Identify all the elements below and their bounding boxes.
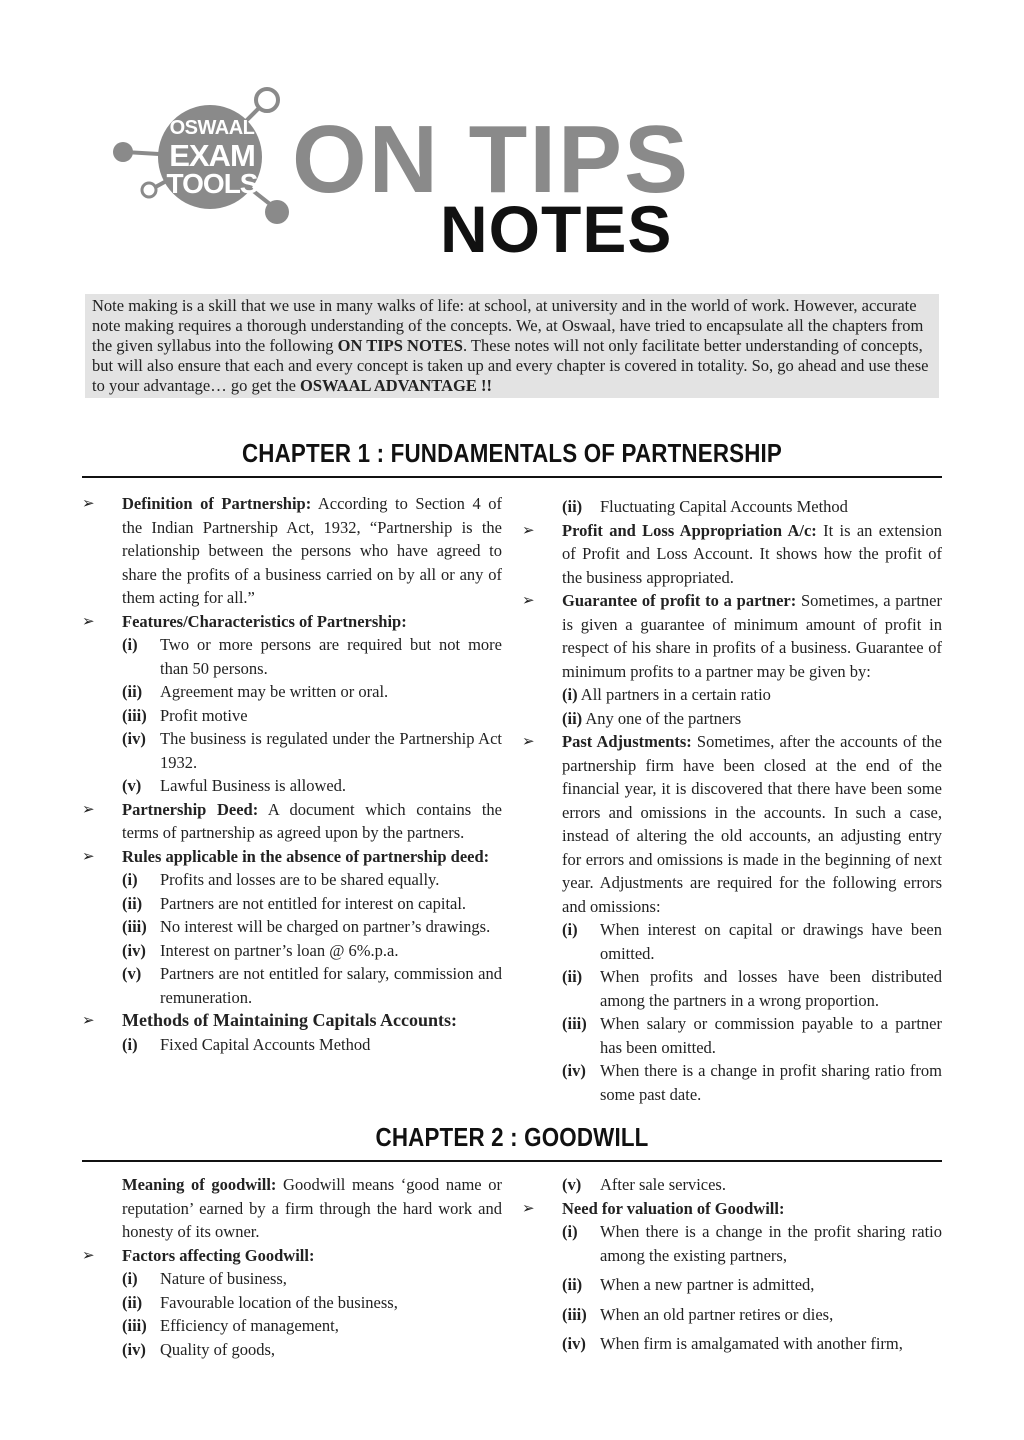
list-text: Partners are not entitled for interest on capital. [160, 893, 467, 913]
deed-term: Partnership Deed: [122, 799, 259, 819]
list-item [82, 962, 502, 1009]
bullet-arrow-icon: ➢ [82, 799, 95, 818]
list-item [82, 1314, 502, 1338]
chapter-2-left-column [82, 1173, 502, 1361]
list-text: Quality of goods, [160, 1339, 276, 1359]
bullet-arrow-icon: ➢ [522, 1198, 535, 1217]
list-num: (i) [562, 1222, 578, 1241]
logo-text-exam: EXAM [169, 138, 255, 173]
list-item [82, 727, 502, 774]
methods-item [82, 1009, 502, 1033]
methods-term: Methods of Maintaining Capitals Accounts: [122, 1010, 458, 1030]
chapter-1-left-column [82, 492, 502, 1056]
list-text: Fluctuating Capital Accounts Method [600, 497, 848, 516]
list-num: (i) [122, 1269, 138, 1288]
list-text: When there is a change in profit sharing ratio from some past date. [600, 1061, 942, 1104]
meaning-term: Meaning of goodwill: [122, 1175, 277, 1194]
list-item [82, 1033, 502, 1057]
list-item [522, 707, 942, 731]
intro-box [85, 294, 939, 398]
bullet-arrow-icon: ➢ [82, 846, 95, 865]
chapter-1-rule [82, 476, 942, 478]
guarantee-item [522, 589, 942, 683]
chapter-2-right-column [522, 1173, 942, 1356]
list-text: No interest will be charged on partner’s drawings. [160, 917, 491, 936]
list-num: (ii) [122, 1292, 143, 1312]
definition-text: According to Section 4 of the Indian Partnership Act, 1932, “Partnership is the relationship between the persons who have agreed to share the profits of a business carried on by all or any of them acting for all.” [122, 494, 502, 607]
list-text: When salary or commission payable to a partner has been omitted. [600, 1014, 942, 1057]
past-adjustments-term: Past Adjustments: [562, 732, 692, 751]
logo-text-tools: TOOLS [166, 168, 258, 199]
factors-item [82, 1244, 502, 1268]
list-text: Fixed Capital Accounts Method [160, 1034, 371, 1054]
list-num: (ii) [562, 497, 583, 516]
bullet-arrow-icon: ➢ [522, 732, 535, 750]
list-text: After sale services. [600, 1175, 726, 1194]
features-item [82, 610, 502, 634]
list-item [522, 495, 942, 519]
list-item [522, 1273, 942, 1297]
definition-item [82, 492, 502, 610]
list-num: (i) [122, 1034, 138, 1054]
list-num: (iv) [122, 729, 146, 748]
list-num: (ii) [562, 1275, 583, 1294]
page-title-on-tips: ON TIPS [292, 106, 691, 213]
list-item [522, 1332, 942, 1356]
list-text: Profit motive [160, 705, 248, 725]
chapter-2-rule [82, 1160, 942, 1162]
list-text: All partners in a certain ratio [577, 685, 771, 704]
list-text: Interest on partner’s loan @ 6%.p.a. [160, 940, 399, 960]
chapter-2-title: CHAPTER 2 : GOODWILL [375, 1122, 649, 1152]
list-text: When firm is amalgamated with another firm, [600, 1334, 903, 1353]
list-num: (ii) [122, 682, 143, 701]
deed-item [82, 798, 502, 845]
list-text: Partners are not entitled for salary, commission and remuneration. [160, 964, 502, 1007]
list-num: (i) [122, 635, 138, 654]
list-item [82, 868, 502, 892]
list-item [82, 1338, 502, 1362]
definition-term: Definition of Partnership: [122, 494, 312, 513]
rules-term: Rules applicable in the absence of partnership deed: [122, 846, 490, 866]
list-text: When profits and losses have been distributed among the partners in a wrong proportion. [600, 967, 942, 1010]
bullet-arrow-icon: ➢ [522, 591, 535, 609]
factors-term: Factors affecting Goodwill: [122, 1245, 315, 1265]
page-title-notes: NOTES [440, 192, 673, 266]
list-num: (v) [122, 964, 142, 983]
intro-bold-2: OSWAAL ADVANTAGE !! [300, 376, 492, 395]
oswaal-logo [105, 82, 295, 232]
list-item [522, 918, 942, 965]
list-num: (iii) [122, 1316, 147, 1335]
bullet-arrow-icon: ➢ [522, 520, 535, 539]
list-item [82, 704, 502, 728]
list-text: Agreement may be written or oral. [160, 682, 389, 701]
list-text: Two or more persons are required but not more than 50 persons. [160, 635, 502, 678]
bullet-arrow-icon: ➢ [82, 494, 95, 512]
list-num: (i) [122, 870, 138, 889]
list-num: (ii) [562, 967, 583, 986]
pl-appropriation-text: It is an extension of Profit and Loss Account. It shows how the profit of the business appropriated. [562, 520, 942, 587]
list-item [522, 965, 942, 1012]
list-text: Any one of the partners [582, 708, 742, 728]
intro-bold-1: ON TIPS NOTES [337, 336, 463, 355]
list-num: (v) [562, 1175, 582, 1194]
pl-appropriation-item [522, 519, 942, 590]
list-text: The business is regulated under the Partnership Act 1932. [160, 729, 502, 772]
intro-text-2: . These notes will not only facilitate better understanding of concepts, but will also ensure that each and every concept is taken up and every chapter is covered in totality. So, go ahead and use these to your advantage… go get the [92, 336, 929, 395]
past-adjustments-text: Sometimes, after the accounts of the partnership firm have been closed at the end of the financial year, it is discovered that there have been some errors and omissions in the accounts. In such a case, instead of altering the old accounts, an adjusting entry for errors and omissions is made in the beginning of next year. Adjustments are required for the following errors and omissions: [562, 732, 942, 916]
list-text: Profits and losses are to be shared equally. [160, 870, 440, 889]
bullet-arrow-icon: ➢ [82, 1011, 95, 1029]
features-term: Features/Characteristics of Partnership: [122, 611, 407, 631]
list-num: (iv) [562, 1334, 586, 1353]
list-item [522, 1303, 942, 1327]
list-num: (i) [562, 685, 578, 704]
chapter-1-right-column [522, 495, 942, 1106]
list-text: When interest on capital or drawings have been omitted. [600, 920, 942, 963]
list-text: Nature of business, [160, 1269, 287, 1288]
meaning-text: Goodwill means ‘good name or reputation’ earned by a firm through the hard work and honesty of its owner. [122, 1175, 502, 1241]
list-item [522, 1012, 942, 1059]
need-term: Need for valuation of Goodwill: [562, 1198, 785, 1218]
list-text: When an old partner retires or dies, [600, 1304, 834, 1324]
list-item [522, 1220, 942, 1267]
list-num: (iv) [122, 1339, 146, 1359]
list-num: (iii) [122, 705, 147, 725]
list-item [82, 892, 502, 916]
list-num: (i) [562, 920, 578, 939]
past-adjustments-item [522, 730, 942, 918]
list-item [82, 633, 502, 680]
rules-item [82, 845, 502, 869]
deed-text: A document which contains the terms of partnership as agreed upon by the partners. [122, 799, 502, 842]
bullet-arrow-icon: ➢ [82, 1245, 95, 1264]
guarantee-text: Sometimes, a partner is given a guarantee of minimum amount of profit in respect of his share in profits of a business. Guarantee of minimum profits to a partner may be given by: [562, 591, 942, 681]
list-item [522, 1173, 942, 1197]
need-item [522, 1197, 942, 1221]
list-num: (v) [122, 776, 142, 795]
list-text: When a new partner is admitted, [600, 1275, 815, 1294]
list-text: When there is a change in the profit sharing ratio among the existing partners, [600, 1222, 942, 1265]
list-num: (iv) [122, 940, 146, 960]
list-item [522, 683, 942, 707]
list-item [522, 1059, 942, 1106]
list-num: (iii) [562, 1304, 587, 1324]
pl-appropriation-term: Profit and Loss Appropriation A/c: [562, 520, 817, 540]
list-num: (ii) [122, 893, 143, 913]
guarantee-term: Guarantee of profit to a partner: [562, 591, 797, 610]
list-num: (iii) [562, 1014, 587, 1033]
list-text: Lawful Business is allowed. [160, 776, 347, 795]
intro-text-1: Note making is a skill that we use in many walks of life: at school, at university and in the world of work. However, accurate note making requires a thorough understanding of the concepts. We, at Oswaal, have tried to encapsulate all the chapters from the given syllabus into the following [92, 296, 924, 355]
meaning-item [82, 1173, 502, 1244]
list-item [82, 680, 502, 704]
list-text: Efficiency of management, [160, 1316, 339, 1335]
list-num: (iii) [122, 917, 147, 936]
list-item [82, 1267, 502, 1291]
list-item [82, 915, 502, 939]
chapter-1-title: CHAPTER 1 : FUNDAMENTALS OF PARTNERSHIP [241, 438, 783, 468]
list-item [82, 774, 502, 798]
list-text: Favourable location of the business, [160, 1292, 398, 1312]
bullet-arrow-icon: ➢ [82, 611, 95, 630]
list-num: (ii) [562, 708, 583, 728]
logo-text-oswaal: OSWAAL [169, 117, 255, 139]
list-item [82, 939, 502, 963]
list-item [82, 1291, 502, 1315]
list-num: (iv) [562, 1061, 586, 1080]
